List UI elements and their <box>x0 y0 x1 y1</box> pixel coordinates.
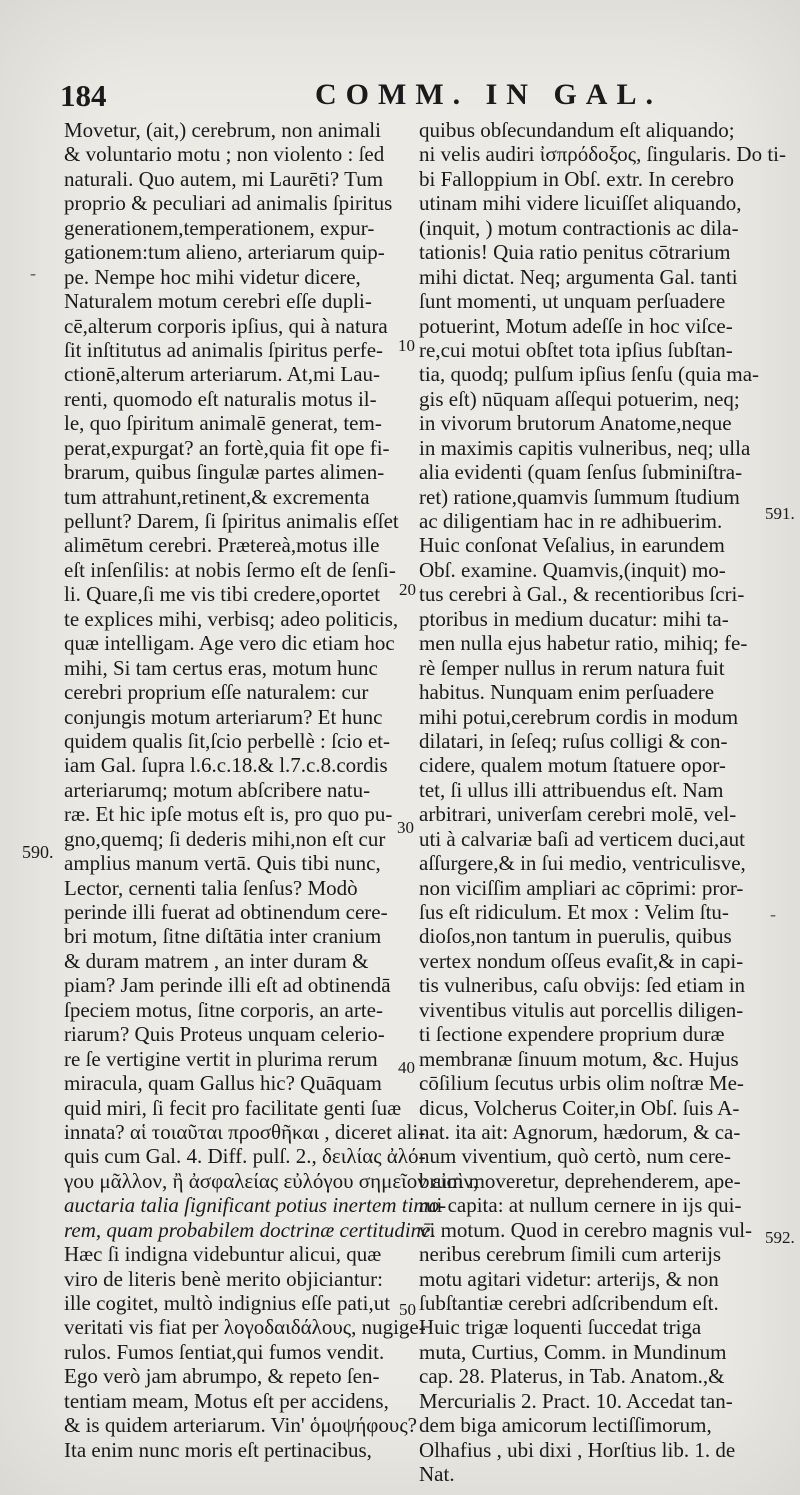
text-line: li. Quare,ſi me vis tibi credere,oportet <box>64 582 381 607</box>
text-line: tis vulneribus, caſu obvijs: ſed etiam in <box>419 973 746 998</box>
text-line: iam Gal. ſupra l.6.c.18.& l.7.c.8.cordis <box>64 753 388 778</box>
text-line: γου μᾶλλον, ἢ ἀσφαλείας εὐλόγου σημεῖον εἰσὶν, <box>64 1168 479 1193</box>
text-line: brum moveretur, deprehenderem, ape- <box>419 1168 741 1193</box>
page-number: 184 <box>60 78 107 113</box>
text-line: alimētum cerebri. Prætereà,motus ille <box>64 533 380 558</box>
text-line: non viciſſim ampliari ac cōprimi: pror- <box>419 875 744 900</box>
margin-mark: - <box>770 904 776 924</box>
text-line: ptoribus in medium ducatur: mihi ta- <box>419 606 729 631</box>
text-line: nat. ita ait: Agnorum, hædorum, & ca- <box>419 1119 741 1144</box>
text-line: arteriarumq; motum abſcribere natu- <box>64 777 371 802</box>
text-line: neribus cerebrum ſimili cum arterijs <box>419 1242 722 1267</box>
text-line: motu agitari videtur: arterijs, & non <box>419 1266 719 1291</box>
line-number: 20 <box>399 580 416 599</box>
text-line: aſſurgere,& in ſui medio, ventriculisve, <box>419 851 746 876</box>
text-line: te explices mihi, verbisq; adeo politicis, <box>64 606 399 631</box>
text-line: Lector, cernenti talia ſenſus? Modò <box>64 875 358 900</box>
text-line: potuerint, Motum adeſſe in hoc viſce- <box>419 313 733 338</box>
text-line: Hæc ſi indigna videbuntur alicui, quæ <box>64 1242 382 1267</box>
text-line: ſit inſtitutus ad animalis ſpiritus perfe- <box>64 337 384 362</box>
text-line: cap. 28. Platerus, in Tab. Anatom.,& <box>419 1364 725 1389</box>
text-line: ræ. Et hic ipſe motus eſt is, pro quo pu- <box>64 802 393 827</box>
text-line: eſt inſenſilis: at nobis ſermo eſt de ſenſi- <box>64 557 396 582</box>
text-line: Huic trigæ loquenti ſuccedat triga <box>419 1315 702 1340</box>
margin-page-ref: 591. <box>765 504 795 523</box>
text-line: riarum? Quis Proteus unquam celerio- <box>64 1022 385 1047</box>
text-line: ret) ratione,quamvis ſummum ſtudium <box>419 484 740 509</box>
text-line: tia, quodq; pulſum ipſius ſenſu (quia ma- <box>419 362 760 387</box>
text-line: & voluntario motu ; non violento : ſed <box>64 142 385 167</box>
text-line: quidem qualis ſit,ſcio perbellè : ſcio et- <box>64 728 390 753</box>
text-line: rui capita: at nullum cernere in ijs qui- <box>419 1193 742 1218</box>
text-line: utinam mihi videre licuiſſet aliquando, <box>419 191 742 216</box>
text-line: mihi potui,cerebrum cordis in modum <box>419 704 739 729</box>
text-line: quis cum Gal. 4. Diff. pulſ. 2., δειλίας ἀλό- <box>64 1144 426 1169</box>
text-line: mihi dictat. Neq; argumenta Gal. tanti <box>419 264 738 289</box>
text-line: naturali. Quo autem, mi Laurēti? Tum <box>64 166 384 191</box>
text-line: innata? αἱ τοιαῦται προσθῆκαι , diceret ali- <box>64 1119 426 1144</box>
text-line: Huic conſonat Veſalius, in earundem <box>419 533 725 558</box>
text-line: Nat. <box>419 1462 455 1487</box>
text-line: tum attrahunt,retinent,& excrementa <box>64 484 370 509</box>
text-line: ctionē,alterum arteriarum. At,mi Lau- <box>64 362 381 387</box>
text-line: amplius manum vertā. Quis tibi nunc, <box>64 851 381 876</box>
text-line: Olhafius , ubi dixi , Horſtius lib. 1. de <box>419 1437 736 1462</box>
text-line: gis eſt) nūquam aſſequi potuerim, neq; <box>419 386 740 411</box>
text-line: viventibus vitulis aut porcellis diligen- <box>419 997 744 1022</box>
text-line: Ita enim nunc moris eſt pertinacibus, <box>64 1437 372 1462</box>
text-line: & is quidem arteriarum. Vin' ὁμοψήφους? <box>64 1413 417 1438</box>
text-line: men nulla ejus habetur ratio, mihiq; fe- <box>419 631 748 656</box>
text-line: le, quo ſpiritum animalē generat, tem- <box>64 411 382 436</box>
line-number: 50 <box>399 1300 416 1319</box>
text-line: Mercurialis 2. Pract. 10. Accedat tan- <box>419 1388 733 1413</box>
text-line: miracula, quam Gallus hic? Quāquam <box>64 1071 382 1096</box>
text-line: ſus eſt ridiculum. Et mox : Velim ſtu- <box>419 900 729 924</box>
text-line: piam? Jam perinde illi eſt ad obtinendā <box>64 973 391 998</box>
text-line: renti, quomodo eſt naturalis motus il- <box>64 386 377 411</box>
text-line: habitus. Nunquam enim perſuadere <box>419 680 715 705</box>
text-line: quibus obſecundandum eſt aliquando; <box>419 118 735 142</box>
text-line: cidere, qualem motum ſtatuere opor- <box>419 753 726 778</box>
text-line: rè ſemper nullus in rerum natura fuit <box>419 655 725 680</box>
text-line: Naturalem motum cerebri eſſe dupli- <box>64 289 372 314</box>
text-line: pellunt? Darem, ſi ſpiritus animalis eſſet <box>64 509 399 533</box>
text-line: brarum, quibus ſingulæ partes alimen- <box>64 460 385 485</box>
text-line: num viventium, quò certò, num cere- <box>419 1144 731 1169</box>
line-number: 30 <box>397 818 414 837</box>
text-line: re ſe vertigine vertit in plurima rerum <box>64 1046 378 1071</box>
page-header <box>60 78 760 118</box>
text-line: dicus, Volcherus Coiter,in Obſ. ſuis A- <box>419 1095 740 1120</box>
text-line: vertex nondum oſſeus evaſit,& in capi- <box>419 948 744 973</box>
text-line: mihi, Si tam certus eras, motum hunc <box>64 655 378 680</box>
text-line: ac diligentiam hac in re adhibuerim. <box>419 509 723 533</box>
text-line: tationis! Quia ratio penitus cōtrarium <box>419 240 731 265</box>
text-line: bi Falloppium in Obſ. extr. In cerebro <box>419 166 734 191</box>
text-line: ſunt momenti, ut unquam perſuadere <box>419 289 726 314</box>
text-line: viro de literis benè merito objiciantur: <box>64 1266 383 1291</box>
text-line: perinde illi fuerat ad obtinendum cere- <box>64 900 388 924</box>
text-line: arbitrari, univerſam cerebri molē, vel- <box>419 802 737 827</box>
margin-mark: - <box>30 263 36 283</box>
text-line: rulos. Fumos ſentiat,qui fumos vendit. <box>64 1339 385 1364</box>
text-line: ni velis audiri ἰσπρόδοξος, ſingularis. Do ti- <box>419 142 786 167</box>
text-line: cōſilium ſecutus urbis olim noſtræ Me- <box>419 1071 744 1096</box>
text-line: generationem,temperationem, expur- <box>64 215 375 240</box>
text-line: tentiam meam, Motus eſt per accidens, <box>64 1388 389 1413</box>
text-line: tus cerebri à Gal., & recentioribus ſcri- <box>419 582 745 607</box>
text-line: tet, ſi ullus illi attribuendus eſt. Nam <box>419 777 724 802</box>
text-line: ſpeciem motus, ſitne corporis, an arte- <box>64 997 383 1022</box>
text-line: perat,expurgat? an fortè,quia fit ope fi- <box>64 435 390 460</box>
text-line: membranæ ſinuum motum, &c. Hujus <box>419 1046 739 1071</box>
running-title: COMM. IN GAL. <box>315 78 662 111</box>
text-line: gno,quemq; ſi dederis mihi,non eſt cur <box>64 826 386 851</box>
text-line: dilatari, in ſeſeq; ruſus colligi & con- <box>419 728 728 753</box>
text-line: bri motum, ſitne diſtātia inter cranium <box>64 924 382 949</box>
text-line: rem, quam probabilem doctrinæ certitudinē. <box>64 1217 436 1242</box>
text-line: auctaria talia ſignificant potius inertem timo- <box>64 1193 447 1218</box>
text-line: ille cogitet, multò indignius eſſe pati,ut <box>64 1291 391 1315</box>
text-line: conjungis motum arteriarum? Et hunc <box>64 704 383 729</box>
text-line: ti ſectione expendere proprium duræ <box>419 1022 725 1047</box>
text-line: Ego verò jam abrumpo, & repeto ſen- <box>64 1364 380 1389</box>
text-line: re,cui motui obſtet tota ipſius ſubſtan- <box>419 337 733 362</box>
text-line: veritati vis fiat per λογοδαιδάλους, nugige- <box>64 1315 426 1340</box>
text-line: quæ intelligam. Age vero dic etiam hoc <box>64 631 395 656</box>
text-line: cē,alterum corporis ipſius, qui à natura <box>64 313 388 338</box>
margin-page-ref: 592. <box>765 1228 795 1247</box>
text-line: (inquit, ) motum contractionis ac dila- <box>419 215 739 240</box>
text-line: dioſos,non tantum in puerulis, quibus <box>419 924 732 949</box>
text-line: proprio & peculiari ad animalis ſpiritus <box>64 191 393 216</box>
line-number: 40 <box>398 1058 415 1077</box>
text-line: vi motum. Quod in cerebro magnis vul- <box>419 1217 753 1242</box>
margin-page-ref: 590. <box>22 842 54 862</box>
text-line: alia evidenti (quam ſenſus ſubminiſtra- <box>419 460 743 485</box>
text-line: in maximis capitis vulneribus, neq; ulla <box>419 435 751 460</box>
text-line: Obſ. examine. Quamvis,(inquit) mo- <box>419 557 726 582</box>
text-line: pe. Nempe hoc mihi videtur dicere, <box>64 264 361 289</box>
text-line: Movetur, (ait,) cerebrum, non animali <box>64 118 381 142</box>
line-number: 10 <box>398 336 415 355</box>
text-line: ſubſtantiæ cerebri adſcribendum eſt. <box>419 1291 719 1315</box>
text-line: gationem:tum alieno, arteriarum quip- <box>64 240 385 265</box>
text-line: dem biga amicorum lectiſſimorum, <box>419 1413 712 1438</box>
text-line: quid miri, ſi fecit pro facilitate genti ſuæ <box>64 1095 402 1120</box>
text-line: cerebri proprium eſſe naturalem: cur <box>64 680 369 705</box>
text-line: muta, Curtius, Comm. in Mundinum <box>419 1339 727 1364</box>
text-line: & duram matrem , an inter duram & <box>64 948 369 973</box>
text-line: uti à calvariæ baſi ad verticem duci,aut <box>419 826 745 851</box>
text-line: in vivorum brutorum Anatome,neque <box>419 411 732 436</box>
